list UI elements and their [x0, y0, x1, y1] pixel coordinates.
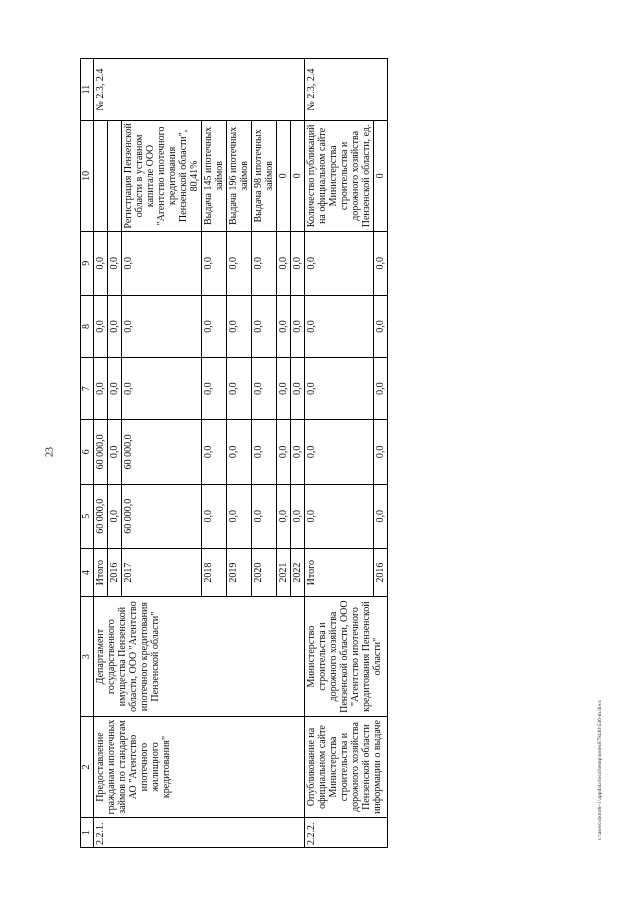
col-header-1: 1	[81, 818, 94, 848]
indicator-cell: Регистрация Пензенской области в уставном капитале ООО "Агентство ипотечного кредитования Пензенской области", 80,41%	[122, 121, 202, 231]
value-cell: 60 000,0	[122, 420, 202, 484]
indicator-cell	[94, 121, 108, 231]
col-header-8: 8	[81, 296, 94, 358]
value-cell: 0,0	[108, 296, 122, 358]
item-name: Опубликование на официальном сайте Министерства строительства и дорожного хозяйства Пензенской области информации о выдаче	[305, 716, 388, 817]
value-cell: 0,0	[252, 231, 277, 295]
indicator-cell: 0	[277, 121, 291, 231]
value-cell: 0,0	[227, 296, 252, 358]
value-cell: 60 000,0	[94, 420, 108, 484]
value-cell: 0,0	[108, 420, 122, 484]
value-cell: 0,0	[291, 484, 305, 548]
value-cell: 0,0	[374, 231, 388, 295]
value-cell: 0,0	[277, 484, 291, 548]
header-row	[81, 59, 94, 848]
value-cell: 0,0	[252, 484, 277, 548]
value-cell: 0,0	[374, 296, 388, 358]
value-cell: 0,0	[291, 296, 305, 358]
value-cell: 0,0	[122, 296, 202, 358]
item-executor: Департамент государственного имущества Пензенской области, ООО "Агентство ипотечного кредитования Пензенской области"	[94, 597, 305, 717]
year-cell: 2017	[122, 549, 202, 597]
value-cell: 0,0	[227, 231, 252, 295]
value-cell: 0,0	[374, 420, 388, 484]
value-cell: 0,0	[252, 420, 277, 484]
value-cell: 0,0	[108, 484, 122, 548]
value-cell: 0,0	[122, 231, 202, 295]
indicator-cell: 0	[374, 121, 388, 231]
item-number: 2.2.2.	[305, 818, 388, 848]
year-cell: 2016	[374, 549, 388, 597]
indicator-cell: Выдача 196 ипотечных займов	[227, 121, 252, 231]
col-header-2: 2	[81, 716, 94, 817]
item-reference: № 2.3, 2.4	[94, 59, 305, 121]
value-cell: 60 000,0	[94, 484, 108, 548]
item-executor: Министерство строительства и дорожного хозяйства Пензенской области, ООО "Агентство ипотечного кредитования Пензенской области"	[305, 597, 388, 717]
value-cell: 0,0	[227, 358, 252, 420]
value-cell: 0,0	[202, 358, 227, 420]
footer-file-path: c:\users\sboroh~1\appdata\local\temp\notes879440\546-m.docx	[597, 700, 603, 840]
indicator-cell: Количество публикаций на официальном сайте Министерства строительства и дорожного хозяйства Пензенской области, ед.	[305, 121, 374, 231]
value-cell: 0,0	[108, 358, 122, 420]
item-reference: № 2.3, 2.4	[305, 59, 388, 121]
indicator-cell	[108, 121, 122, 231]
value-cell: 0,0	[108, 231, 122, 295]
value-cell: 0,0	[305, 296, 374, 358]
value-cell: 0,0	[227, 484, 252, 548]
value-cell: 0,0	[202, 420, 227, 484]
col-header-3: 3	[81, 597, 94, 717]
item-number: 2.2.1.	[94, 818, 305, 848]
value-cell: 0,0	[291, 358, 305, 420]
value-cell: 0,0	[305, 231, 374, 295]
year-cell: 2016	[108, 549, 122, 597]
value-cell: 0,0	[291, 231, 305, 295]
value-cell: 0,0	[305, 420, 374, 484]
value-cell: 0,0	[374, 484, 388, 548]
value-cell: 0,0	[227, 420, 252, 484]
year-cell: Итого	[305, 549, 374, 597]
col-header-11: 11	[81, 59, 94, 121]
value-cell: 0,0	[94, 231, 108, 295]
col-header-4: 4	[81, 549, 94, 597]
value-cell: 0,0	[305, 484, 374, 548]
table-row	[94, 59, 108, 848]
col-header-10: 10	[81, 121, 94, 231]
value-cell: 60 000,0	[122, 484, 202, 548]
col-header-6: 6	[81, 420, 94, 484]
item-name: Предоставление гражданам ипотечных займов по стандартам АО "Агентство ипотечного жилищного кредитования"	[94, 716, 305, 817]
value-cell: 0,0	[202, 296, 227, 358]
value-cell: 0,0	[277, 296, 291, 358]
col-header-7: 7	[81, 358, 94, 420]
value-cell: 0,0	[202, 484, 227, 548]
col-header-9: 9	[81, 231, 94, 295]
value-cell: 0,0	[252, 358, 277, 420]
rotated-table-page	[80, 58, 620, 848]
value-cell: 0,0	[94, 296, 108, 358]
value-cell: 0,0	[252, 296, 277, 358]
value-cell: 0,0	[94, 358, 108, 420]
value-cell: 0,0	[374, 358, 388, 420]
program-table	[80, 58, 388, 848]
indicator-cell: Выдача 145 ипотечных займов	[202, 121, 227, 231]
year-cell: 2020	[252, 549, 277, 597]
value-cell: 0,0	[202, 231, 227, 295]
indicator-cell: Выдача 98 ипотечных займов	[252, 121, 277, 231]
year-cell: 2019	[227, 549, 252, 597]
indicator-cell: 0	[291, 121, 305, 231]
year-cell: 2018	[202, 549, 227, 597]
year-cell: 2022	[291, 549, 305, 597]
page-number: 23	[44, 447, 56, 457]
value-cell: 0,0	[291, 420, 305, 484]
value-cell: 0,0	[277, 358, 291, 420]
table-row	[305, 59, 374, 848]
year-cell: Итого	[94, 549, 108, 597]
col-header-5: 5	[81, 484, 94, 548]
value-cell: 0,0	[122, 358, 202, 420]
year-cell: 2021	[277, 549, 291, 597]
value-cell: 0,0	[277, 231, 291, 295]
value-cell: 0,0	[305, 358, 374, 420]
value-cell: 0,0	[277, 420, 291, 484]
